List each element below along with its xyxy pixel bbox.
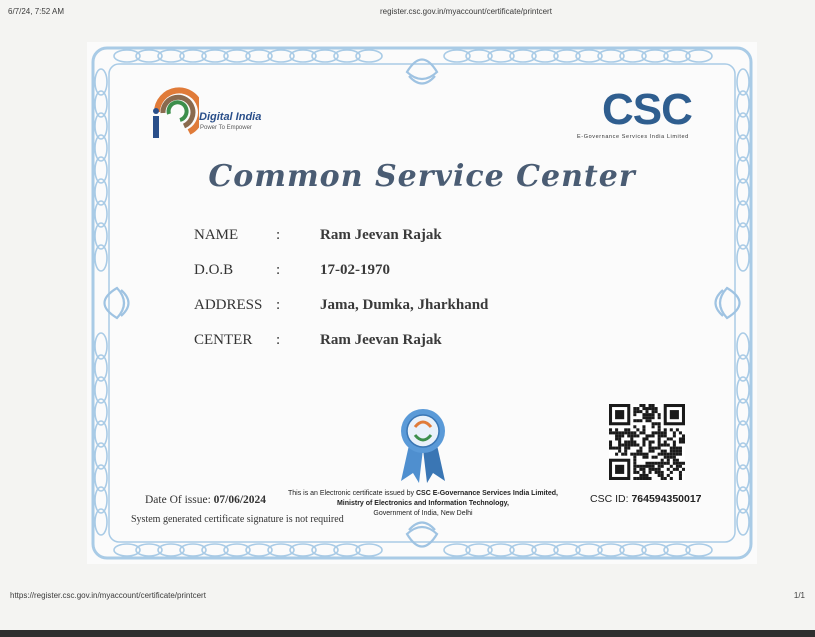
field-label: D.O.B xyxy=(194,262,234,278)
certificate xyxy=(87,42,757,564)
print-footer-url: https://register.csc.gov.in/myaccount/certificate/printcert xyxy=(10,591,206,600)
csc-id xyxy=(590,493,702,505)
print-page-number: 1/1 xyxy=(793,591,805,600)
field-colon: : xyxy=(276,297,281,313)
field-label: ADDRESS xyxy=(194,297,263,313)
note-org: CSC E-Governance Services India Limited, xyxy=(416,490,558,497)
field-value: 17-02-1970 xyxy=(320,262,390,278)
print-header-url: register.csc.gov.in/myaccount/certificate/printcert xyxy=(380,7,552,16)
csc-logo xyxy=(577,85,717,144)
field-value: Ram Jeevan Rajak xyxy=(320,332,442,348)
note-prefix: This is an Electronic certificate issued by xyxy=(287,490,415,497)
issue-label: Date Of issue: xyxy=(145,494,211,506)
field-value: Ram Jeevan Rajak xyxy=(320,227,442,243)
note-ministry: Ministry of Electronics and Information Technology, xyxy=(336,500,510,507)
digital-india-logo xyxy=(147,80,287,150)
field-colon: : xyxy=(276,227,281,243)
csc-logo-word: CSC xyxy=(602,85,692,134)
digital-india-icon xyxy=(147,80,199,142)
field-colon: : xyxy=(276,262,281,278)
electronic-certificate-note xyxy=(282,489,564,519)
csc-id-label: CSC ID: xyxy=(590,493,629,505)
note-line-1 xyxy=(282,489,564,499)
print-header xyxy=(8,7,807,21)
signature-note: System generated certificate signature is not required xyxy=(131,514,344,525)
field-value: Jama, Dumka, Jharkhand xyxy=(320,297,489,313)
field-colon: : xyxy=(276,332,281,348)
csc-logo-subtitle: E-Governance Services India Limited xyxy=(577,134,689,140)
scan-edge xyxy=(0,630,815,637)
field-label: NAME xyxy=(194,227,239,243)
qr-code xyxy=(609,404,685,480)
print-timestamp: 6/7/24, 7:52 AM xyxy=(8,7,65,16)
issue-date-value: 07/06/2024 xyxy=(213,494,267,506)
note-government: Government of India, New Delhi xyxy=(373,510,473,517)
digital-india-name: Digital India xyxy=(199,111,262,123)
field-label: CENTER xyxy=(194,332,253,348)
award-seal-icon xyxy=(393,405,453,485)
certificate-title: Common Service Center xyxy=(208,159,636,194)
csc-id-value: 764594350017 xyxy=(631,493,702,505)
issue-date xyxy=(145,494,266,506)
digital-india-tagline: Power To Empower xyxy=(200,125,252,131)
